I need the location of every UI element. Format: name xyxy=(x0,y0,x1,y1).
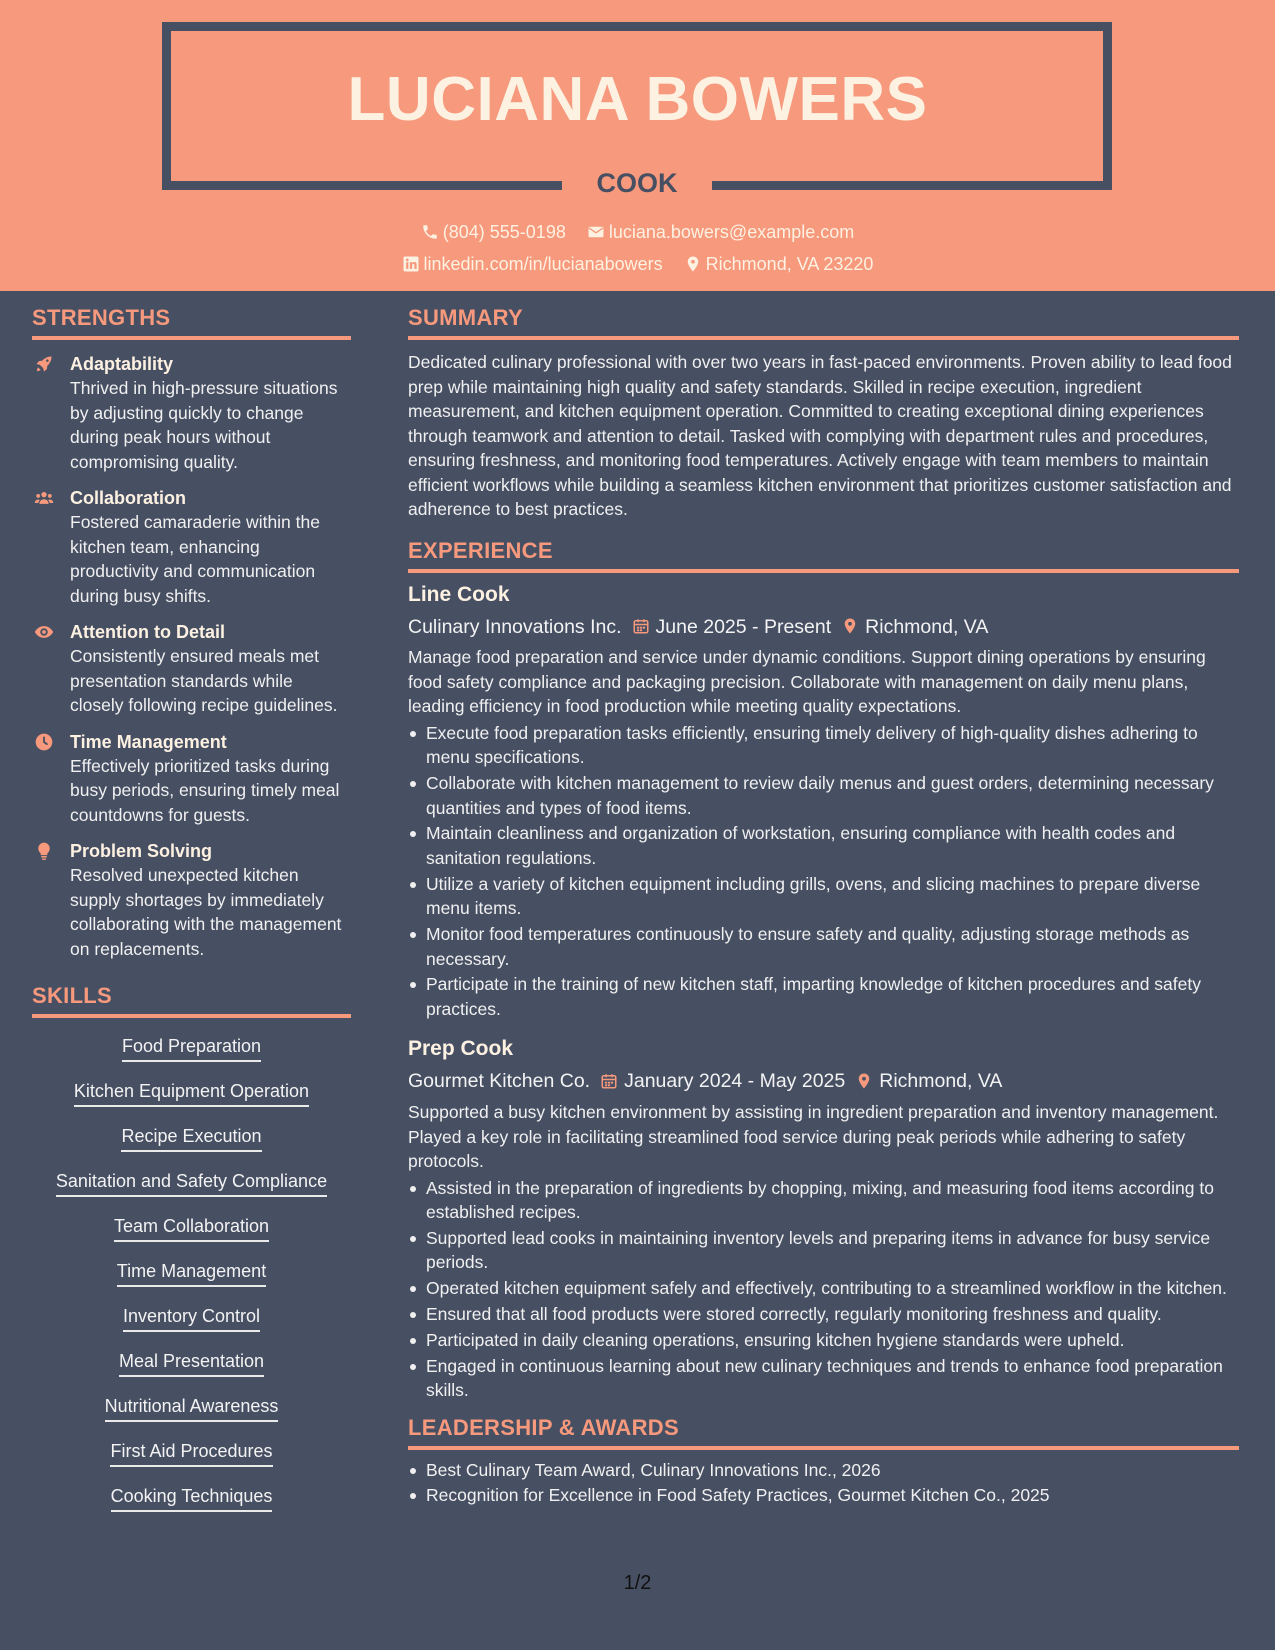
calendar-icon xyxy=(600,1071,618,1091)
skill-item: Meal Presentation xyxy=(119,1349,264,1377)
phone-text: (804) 555-0198 xyxy=(442,222,566,242)
strength-item xyxy=(32,730,351,828)
left-column xyxy=(32,305,351,1521)
phone-icon xyxy=(421,223,439,241)
skill-item: Team Collaboration xyxy=(114,1214,269,1242)
skill-item: Sanitation and Safety Compliance xyxy=(56,1169,327,1197)
job-meta xyxy=(408,611,1239,642)
list-item: Maintain cleanliness and organization of workstation, ensuring compliance with health codes and sanitation regulations. xyxy=(408,821,1239,870)
right-column xyxy=(408,305,1239,1508)
experience-heading: EXPERIENCE xyxy=(408,538,1239,573)
list-item: Participated in daily cleaning operations, ensuring kitchen hygiene standards were upheld. xyxy=(408,1328,1239,1353)
clock-icon xyxy=(33,732,55,752)
location-text: Richmond, VA 23220 xyxy=(705,254,874,274)
linkedin-text: linkedin.com/in/lucianabowers xyxy=(423,254,663,274)
contact-row-2 xyxy=(0,251,1275,277)
list-item: Engaged in continuous learning about new culinary techniques and trends to enhance food preparation skills. xyxy=(408,1354,1239,1403)
job-meta xyxy=(408,1065,1239,1096)
list-item: Supported lead cooks in maintaining inventory levels and preparing items in advance for busy service periods. xyxy=(408,1226,1239,1275)
summary-text: Dedicated culinary professional with over two years in fast-paced environments. Proven ability to lead food prep while maintaining high quality and safety standards. Skilled in recipe execution, ingredient measurement, and kitchen equipment operation. Committed to creating exceptional dining experiences through teamwork and attention to detail. Tasked with complying with department rules and procedures, ensuring freshness, and monitoring food temperatures. Actively engage with team members to maintain efficient workflows while building a seamless kitchen environment that prioritizes customer satisfaction and adherence to best practices. xyxy=(408,352,1232,519)
job-description: Supported a busy kitchen environment by assisting in ingredient preparation and inventory management. Played a key role in facilitating streamlined food service during peak periods while adhering to safety protocols. xyxy=(408,1102,1219,1172)
skill-item: Cooking Techniques xyxy=(111,1484,273,1512)
users-icon xyxy=(33,488,55,508)
contact-row-1 xyxy=(0,219,1275,245)
list-item: Execute food preparation tasks efficiently, ensuring timely delivery of high-quality dishes adhering to menu specifications. xyxy=(408,721,1239,770)
eye-icon xyxy=(33,622,55,642)
list-item: Monitor food temperatures continuously to ensure safety and quality, adjusting storage methods as necessary. xyxy=(408,922,1239,971)
strength-title: Attention to Detail xyxy=(70,622,225,642)
strength-item xyxy=(32,352,351,474)
leadership-heading: LEADERSHIP & AWARDS xyxy=(408,1415,1239,1450)
list-item: Participate in the training of new kitchen staff, imparting knowledge of kitchen procedures and safety practices. xyxy=(408,972,1239,1021)
strengths-heading: STRENGTHS xyxy=(32,305,351,340)
list-item: Utilize a variety of kitchen equipment including grills, ovens, and slicing machines to prepare diverse menu items. xyxy=(408,872,1239,921)
strength-title: Adaptability xyxy=(70,354,174,374)
list-item: Recognition for Excellence in Food Safety Practices, Gourmet Kitchen Co., 2025 xyxy=(408,1483,1239,1508)
list-item: Ensured that all food products were stored correctly, regularly monitoring freshness and quality. xyxy=(408,1302,1239,1327)
skills-heading: SKILLS xyxy=(32,983,351,1018)
page-number: 1/2 xyxy=(623,1572,652,1594)
job-entry xyxy=(408,581,1239,1022)
job-bullets xyxy=(408,721,1239,1021)
map-pin-icon xyxy=(841,616,859,636)
map-pin-icon xyxy=(684,255,702,273)
skill-item: Time Management xyxy=(117,1259,266,1287)
rocket-icon xyxy=(33,354,55,374)
contact-phone[interactable] xyxy=(421,219,566,245)
job-location: Richmond, VA xyxy=(879,1070,1003,1093)
awards-list xyxy=(408,1458,1239,1508)
list-item: Collaborate with kitchen management to review daily menus and guest orders, determining necessary quantities and types of food items. xyxy=(408,771,1239,820)
contact-email[interactable] xyxy=(587,219,854,245)
skill-item: Food Preparation xyxy=(122,1034,261,1062)
strength-title: Problem Solving xyxy=(70,841,213,861)
contact-linkedin[interactable] xyxy=(402,251,663,277)
strength-item xyxy=(32,839,351,961)
candidate-name: LUCIANA BOWERS xyxy=(347,65,928,134)
list-item: Best Culinary Team Award, Culinary Innovations Inc., 2026 xyxy=(408,1458,1239,1483)
skill-item: Inventory Control xyxy=(123,1304,260,1332)
strength-title: Collaboration xyxy=(70,488,186,508)
job-company: Culinary Innovations Inc. xyxy=(408,615,622,638)
job-dates: January 2024 - May 2025 xyxy=(624,1070,846,1093)
strength-item xyxy=(32,620,351,718)
skill-item: First Aid Procedures xyxy=(110,1439,272,1467)
strength-text: Resolved unexpected kitchen supply shortages by immediately collaborating with the management on replacements. xyxy=(70,865,342,959)
summary-heading: SUMMARY xyxy=(408,305,1239,340)
skill-item: Kitchen Equipment Operation xyxy=(74,1079,309,1107)
contact-location xyxy=(684,251,874,277)
strength-text: Consistently ensured meals met presentation standards while closely following recipe guidelines. xyxy=(70,646,338,715)
list-item: Assisted in the preparation of ingredients by chopping, mixing, and measuring food items according to established recipes. xyxy=(408,1176,1239,1225)
list-item: Operated kitchen equipment safely and effectively, contributing to a streamlined workflow in the kitchen. xyxy=(408,1276,1239,1301)
strength-text: Effectively prioritized tasks during busy periods, ensuring timely meal countdowns for guests. xyxy=(70,755,340,825)
calendar-icon xyxy=(632,616,650,636)
skills-list xyxy=(32,1026,351,1521)
resume-header xyxy=(0,0,1275,291)
job-description: Manage food preparation and service under dynamic conditions. Support dining operations by ensuring food safety compliance and packaging precision. Collaborate with management on daily menu plans, leading efficiency in food production while meeting quality expectations. xyxy=(408,647,1206,717)
email-text: luciana.bowers@example.com xyxy=(608,222,855,242)
skill-item: Recipe Execution xyxy=(121,1124,261,1152)
job-role: Prep Cook xyxy=(408,1037,514,1061)
skill-item: Nutritional Awareness xyxy=(105,1394,279,1422)
strength-title: Time Management xyxy=(70,731,227,752)
linkedin-icon xyxy=(402,255,420,273)
job-bullets xyxy=(408,1176,1239,1403)
job-location: Richmond, VA xyxy=(865,615,989,638)
envelope-icon xyxy=(587,223,605,241)
strength-text: Thrived in high-pressure situations by adjusting quickly to change during peak hours without compromising quality. xyxy=(70,378,338,472)
job-title: COOK xyxy=(562,160,712,206)
map-pin-icon xyxy=(855,1071,873,1091)
job-dates: June 2025 - Present xyxy=(655,615,832,638)
lightbulb-icon xyxy=(33,841,55,861)
job-entry xyxy=(408,1035,1239,1402)
job-company: Gourmet Kitchen Co. xyxy=(408,1070,591,1093)
job-role: Line Cook xyxy=(408,582,510,606)
strength-text: Fostered camaraderie within the kitchen team, enhancing productivity and communication during busy shifts. xyxy=(70,512,320,606)
strength-item xyxy=(32,486,351,608)
